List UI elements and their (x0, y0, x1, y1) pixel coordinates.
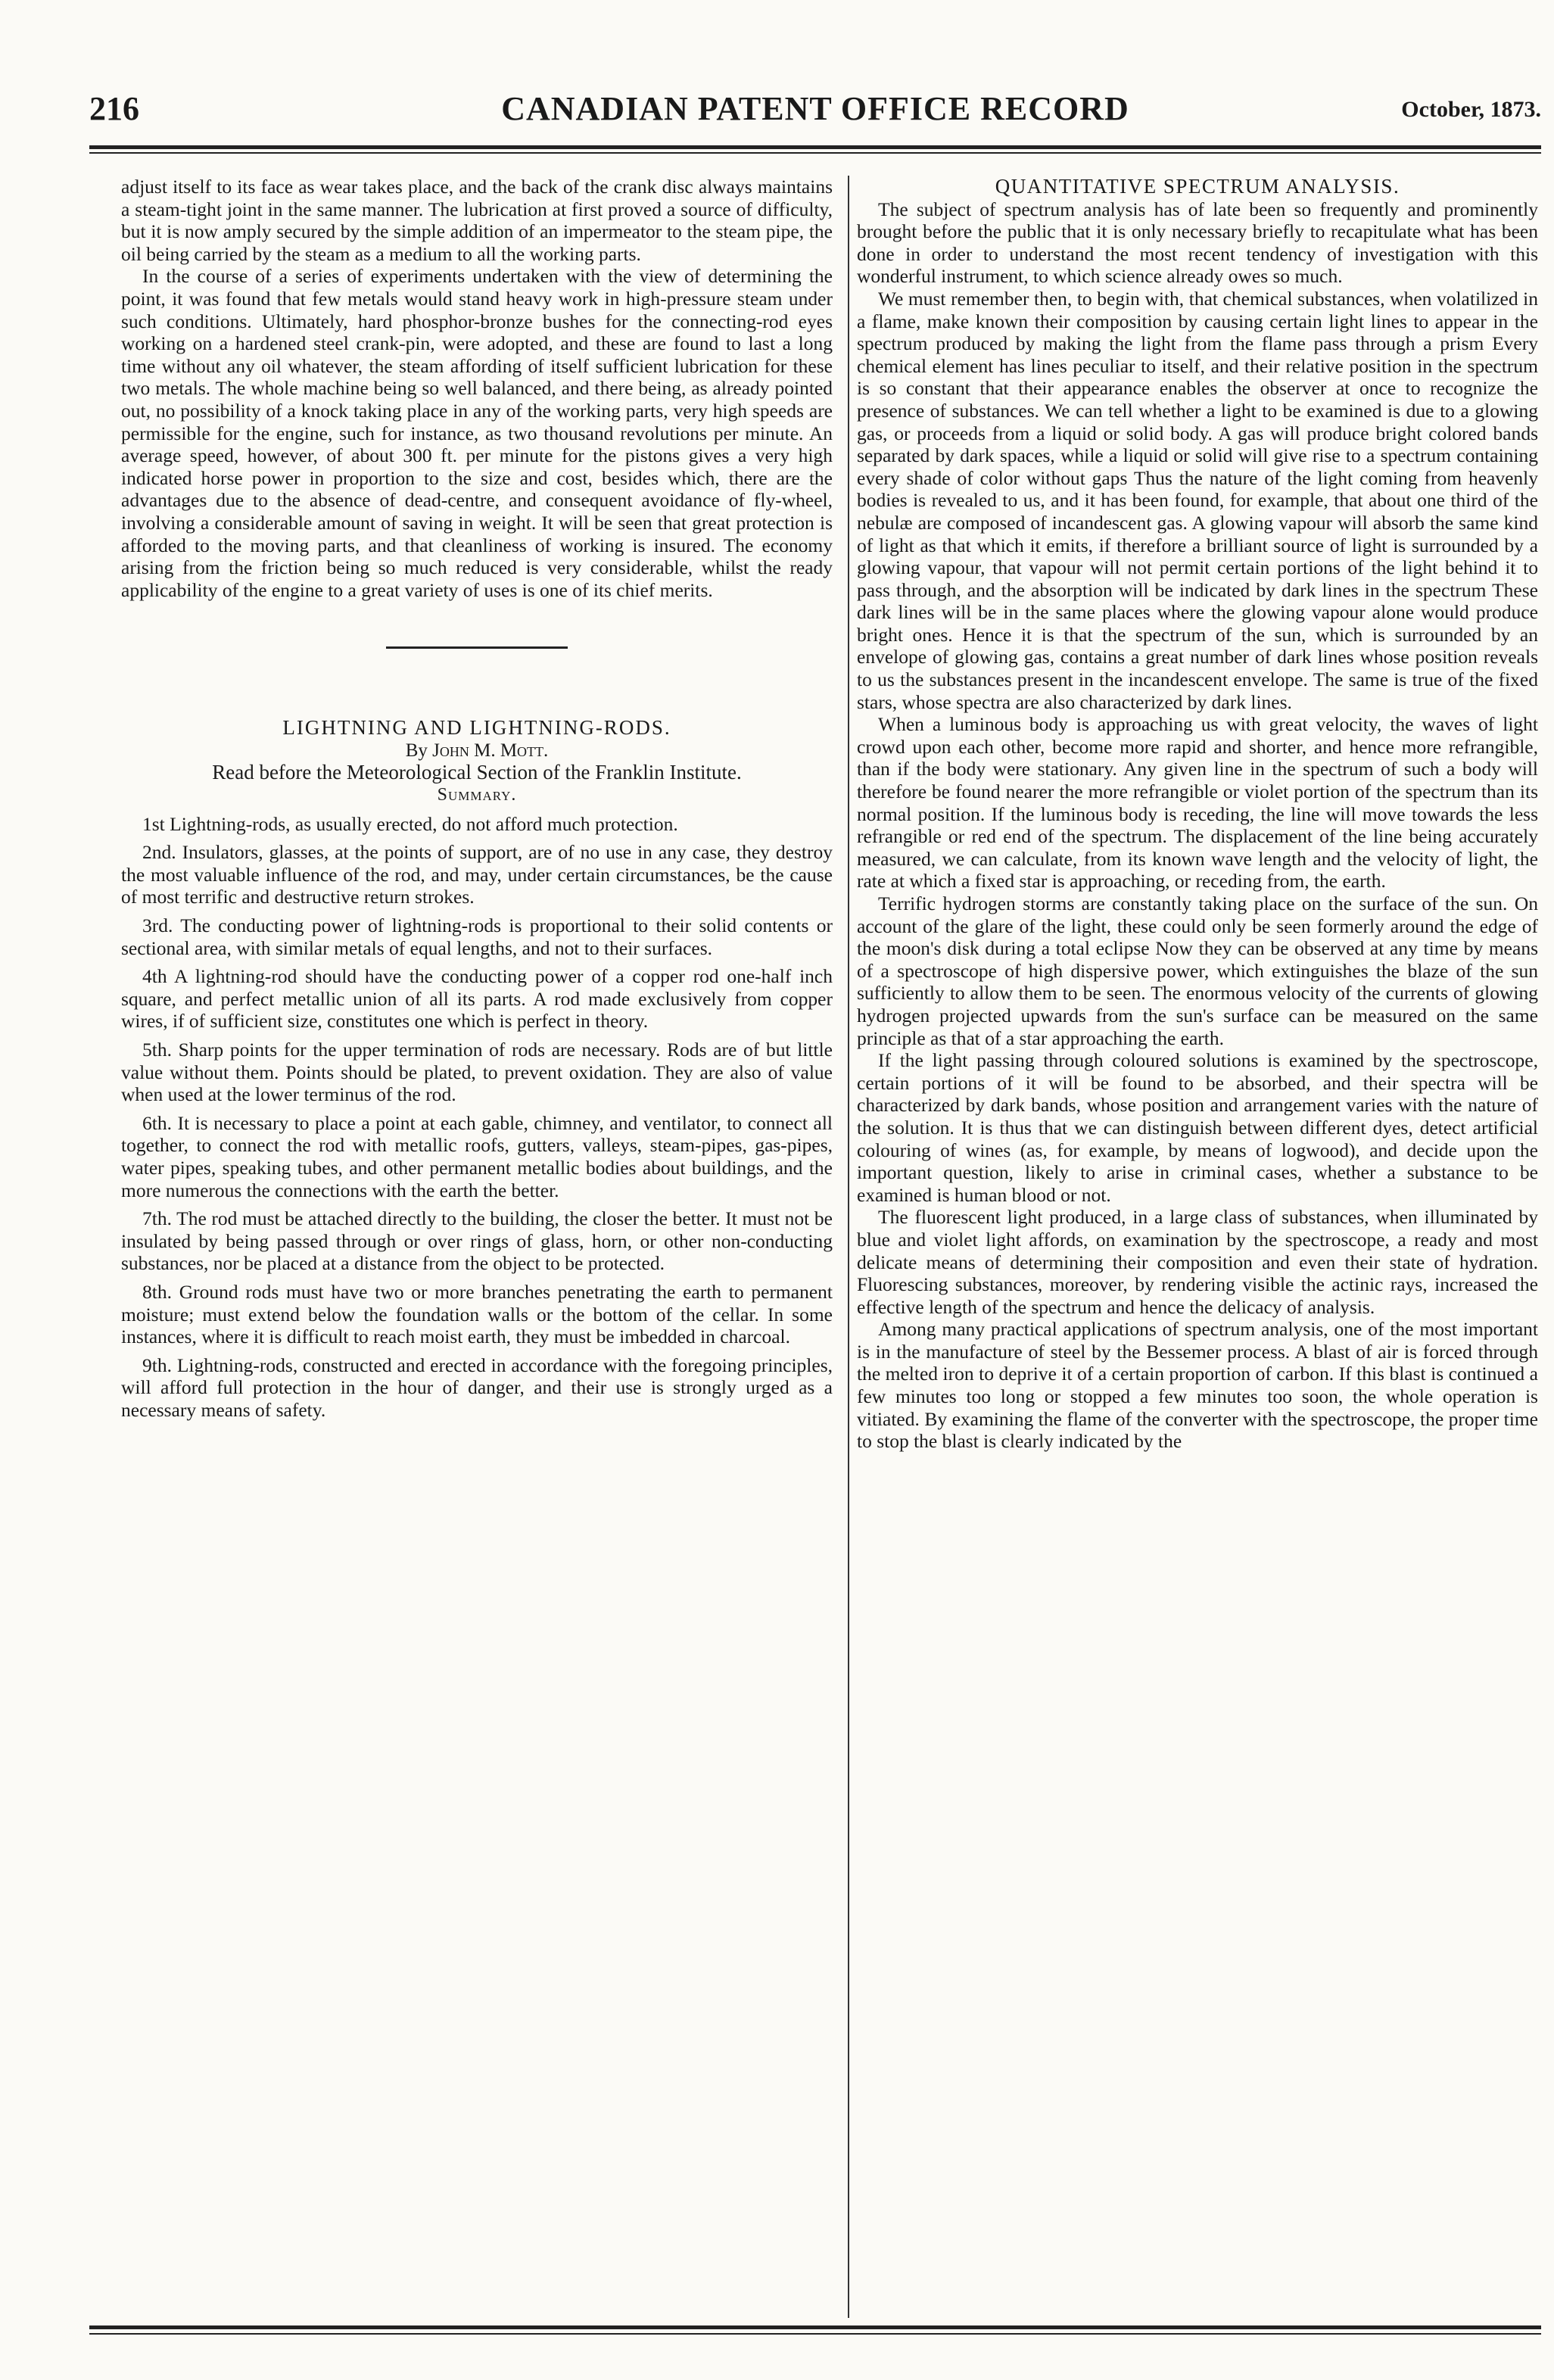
summary-item: 9th. Lightning-rods, constructed and erected in accordance with the foregoing principles, will afford full protection in the hour of danger, and their use is strongly urged as a necessary means of safety. (121, 1354, 833, 1421)
summary-item: 8th. Ground rods must have two or more branches penetrating the earth to permanent moisture; must extend below the foundation walls or the bottom of the cellar. In some instances, where it is difficult to reach moist earth, they must be imbedded in charcoal. (121, 1280, 833, 1348)
page-number: 216 (89, 90, 139, 127)
article-paragraph: Terrific hydrogen storms are constantly taking place on the surface of the sun. On account of the glare of the light, these could only be seen formerly around the edge of the moon's disk during a total eclipse Now they can be observed at any time by means of a spectroscope of high dispersive power, which extinguishes the blaze of the sun sufficiently to allow them to be seen. The enormous velocity of the currents of glowing hydrogen projected upwards from the sun's surface can be measured on the same principle as that of a star approaching the earth. (857, 892, 1538, 1049)
article-paragraph: The subject of spectrum analysis has of late been so frequently and prominently brought before the public that it is only necessary briefly to recapitulate what has been done in order to understand the most recent tendency of investigation with this wonderful instrument, to which science already owes so much. (857, 198, 1538, 288)
running-title: CANADIAN PATENT OFFICE RECORD (501, 90, 1129, 127)
summary-item: 4th A lightning-rod should have the conducting power of a copper rod one-half inch square, and perfect metallic union of all its parts. A rod made exclusively from copper wires, if of sufficient size, constitutes one which is perfect in theory. (121, 965, 833, 1033)
header-rule (89, 145, 1541, 149)
article-paragraph: If the light passing through coloured solutions is examined by the spectroscope, certain portions of it will be found to be absorbed, and their spectra will be characterized by dark bands, whose position and arrangement varies with the nature of the solution. It is thus that we can distinguish between different dyes, detect artificial colouring of wines (as, for example, by means of logwood), and decide upon the important question, likely to arise in criminal cases, whether a substance to be examined is human blood or not. (857, 1049, 1538, 1206)
continued-paragraph: adjust itself to its face as wear takes place, and the back of the crank disc always maintains a steam-tight joint in the same manner. The lubrication at first proved a source of difficulty, but it is now amply secured by the simple addition of an impermeator to the steam pipe, the oil being carried by the steam as a medium to all the working parts. (121, 176, 833, 265)
footer-rule-thin (89, 2333, 1541, 2335)
article-paragraph: We must remember then, to begin with, that chemical substances, when volatilized in a flame, make known their composition by causing certain light lines to appear in the spectrum produced by making the light from the flame pass through a prism Every chemical element has lines peculiar to itself, and their relative position in the spectrum is so constant that their appearance enables the observer at once to recognize the presence of substances. We can tell whether a light to be examined is due to a glowing gas, or proceeds from a liquid or solid body. A gas will produce bright colored bands separated by dark spaces, while a liquid or solid will give rise to a spectrum containing every shade of color without gaps Thus the nature of the light coming from heavenly bodies is revealed to us, and it has been found, for example, that about one third of the nebulæ are composed of incandescent gas. A glowing vapour will absorb the same kind of light as that which it emits, if therefore a brilliant source of light is surrounded by a glowing vapour, that vapour will not permit certain portions of the light behind it to pass through, and the absorption will be indicated by dark lines in the spectrum These dark lines will be in the same places where the glowing vapour alone would produce bright ones. Hence it is that the spectrum of the sun, which is surrounded by an envelope of glowing gas, contains a great number of dark lines whose position reveals to us the substances present in the incandescent envelope. The same is true of the fixed stars, whose spectra are also characterized by dark lines. (857, 287, 1538, 713)
byline (121, 740, 833, 762)
summary-item: 5th. Sharp points for the upper termination of rods are necessary. Rods are of but little value without them. Points should be plated, to prevent oxidation. They are also of value when used at the lower terminus of the rod. (121, 1039, 833, 1106)
article-paragraph: Among many practical applications of spectrum analysis, one of the most important is in the manufacture of steel by the Bessemer process. A blast of air is forced through the melted iron to deprive it of a certain proportion of carbon. If this blast is continued a few minutes too long or stopped a few minutes too soon, the whole operation is vitiated. By examining the flame of the converter with the spectroscope, the proper time to stop the blast is clearly indicated by the (857, 1318, 1538, 1453)
left-column (121, 176, 833, 1422)
summary-item: 1st Lightning-rods, as usually erected, do not afford much protection. (142, 812, 678, 835)
header-rule-thin (89, 152, 1541, 154)
byline-prefix: By (405, 740, 428, 761)
summary-item: 3rd. The conducting power of lightning-rods is proportional to their solid contents or sectional area, with similar metals of equal lengths, and not to their surfaces. (121, 914, 833, 959)
page-header (89, 89, 1541, 142)
right-column (857, 176, 1538, 1453)
column-divider (848, 176, 849, 2318)
continued-paragraph: In the course of a series of experiments undertaken with the view of determining the point, it was found that few metals would stand heavy work in high-pressure steam under such conditions. Ultimately, hard phosphor-bronze bushes for the connecting-rod eyes working on a hardened steel crank-pin, were adopted, and these are found to last a long time without any oil whatever, the steam affording of itself sufficient lubrication for these two metals. The whole machine being so well balanced, and there being, as already pointed out, no possibility of a knock taking place in any of the working parts, very high speeds are permissible for the engine, such for instance, as two thousand revolutions per minute. An average speed, however, of about 300 ft. per minute for the pistons gives a very high indicated horse power in proportion to the size and cost, besides which, there are the advantages due to the absence of dead-centre, and consequent avoidance of fly-wheel, involving a considerable amount of saving in weight. It will be seen that great protection is afforded to the moving parts, and that cleanliness of working is insured. The economy arising from the friction being so much reduced is very considerable, whilst the ready applicability of the engine to a great variety of uses is one of its chief merits. (121, 265, 833, 601)
article-title: LIGHTNING AND LIGHTNING-RODS. (282, 716, 671, 740)
author-name: John M. Mott. (432, 740, 549, 761)
article-title: QUANTITATIVE SPECTRUM ANALYSIS. (995, 175, 1400, 198)
article-paragraph: The fluorescent light produced, in a large class of substances, when illuminated by blue and violet light affords, on examination by the spectroscope, a ready and most delicate means of determining their composition and even their state of hydration. Fluorescing substances, moreover, by rendering visible the actinic rays, increased the effective length of the spectrum and hence the delicacy of analysis. (857, 1206, 1538, 1318)
summary-item: 2nd. Insulators, glasses, at the points of support, are of no use in any case, they destroy the most valuable influence of the rod, and may, under certain circumstances, be the cause of most terrific and destructive return strokes. (121, 841, 833, 908)
summary-heading: Summary. (437, 785, 517, 805)
read-before-note: Read before the Meteorological Section of the Franklin Institute. (212, 761, 742, 784)
summary-item: 6th. It is necessary to place a point at each gable, chimney, and ventilator, to connect all together, to connect the rod with metallic roofs, gutters, valleys, steam-pipes, gas-pipes, water pipes, speaking tubes, and other permanent metallic bodies about buildings, and the more numerous the connections with the earth the better. (121, 1111, 833, 1201)
issue-date: October, 1873. (1401, 97, 1541, 122)
article-paragraph: When a luminous body is approaching us with great velocity, the waves of light crowd upon each other, become more rapid and shorter, and hence more refrangible, than if the body were stationary. Any given line in the spectrum of such a body will therefore be found nearer the more refrangible or violet portion of the spectrum than its normal position. If the luminous body is receding, the line will move towards the less refrangible or red end of the spectrum. The displacement of the line being accurately measured, we can calculate, from its known wave length and the velocity of light, the rate at which a fixed star is approaching, or receding from, the earth. (857, 713, 1538, 892)
summary-item: 7th. The rod must be attached directly to the building, the closer the better. It must not be insulated by being passed through or over rings of glass, horn, or other non-conducting substances, nor be placed at a distance from the object to be protected. (121, 1207, 833, 1275)
footer-rule (89, 2325, 1541, 2329)
section-rule (386, 646, 568, 649)
